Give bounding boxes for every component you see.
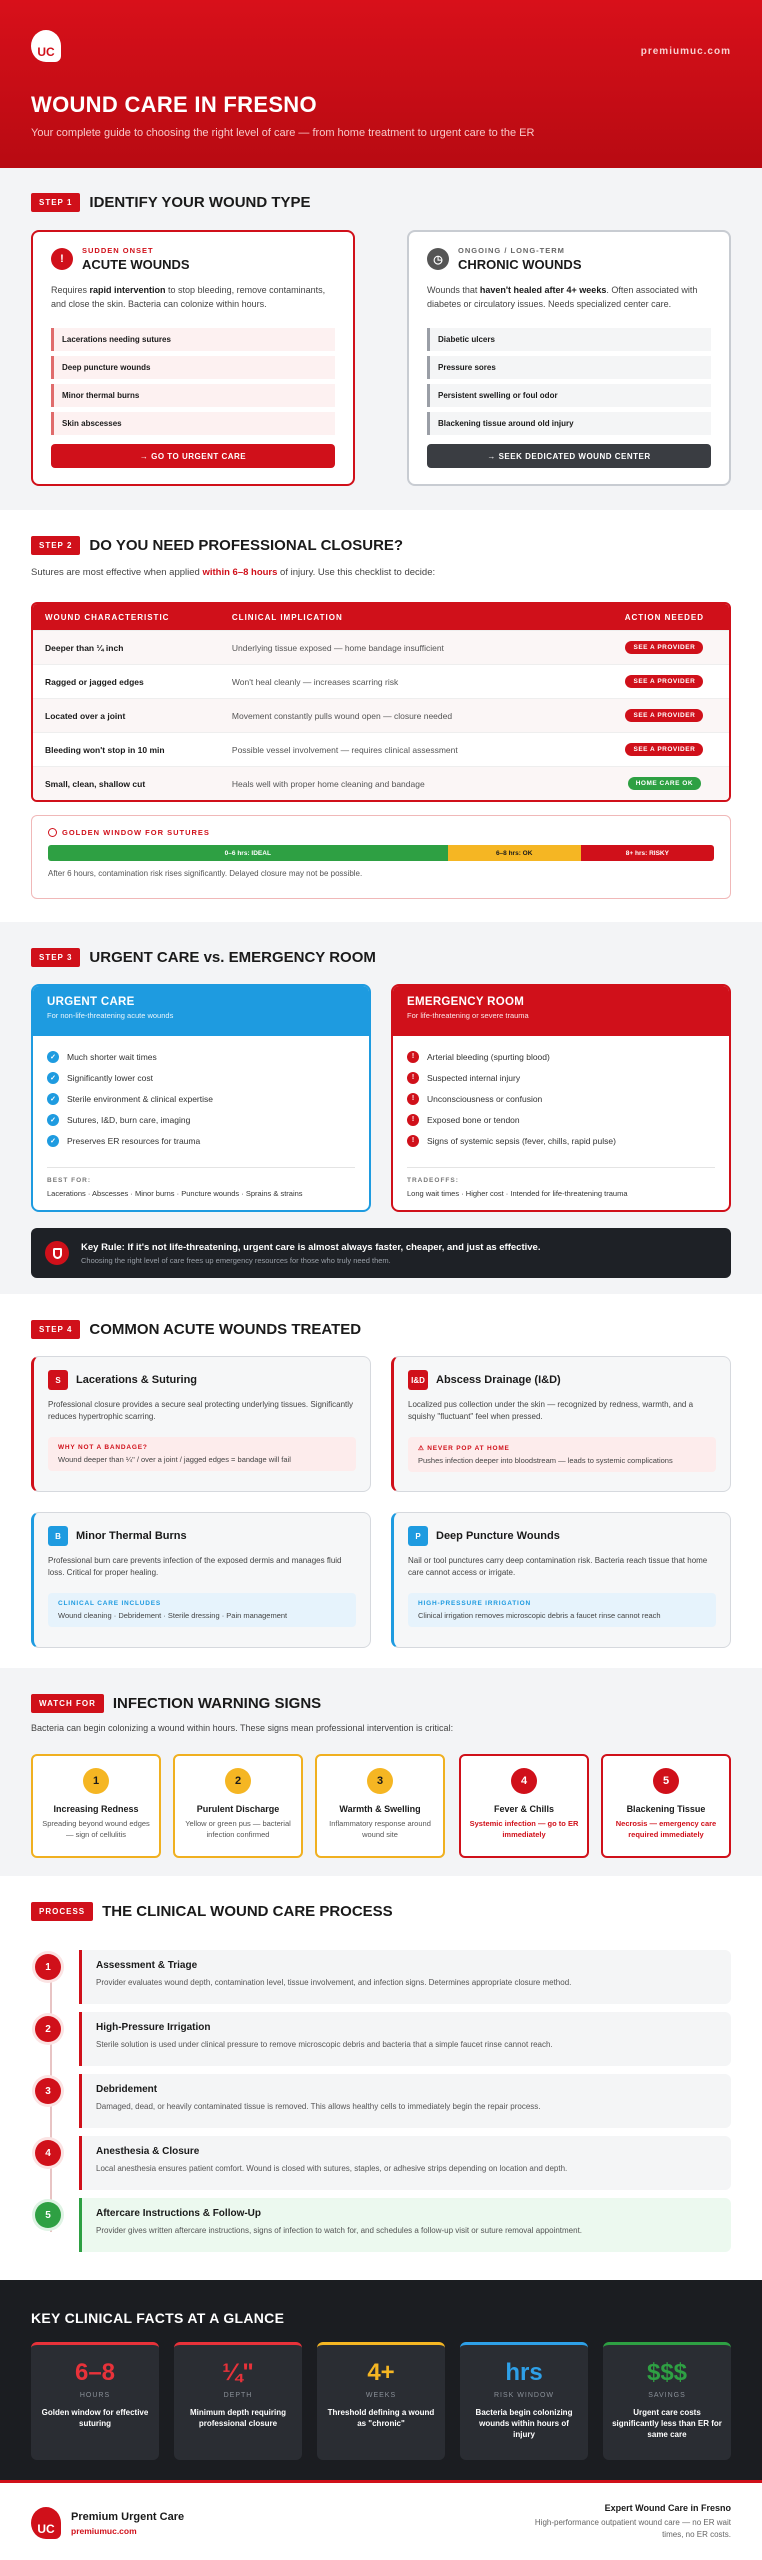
fact-value: 4+: [367, 2359, 395, 2386]
exclamation-icon: !: [407, 1114, 419, 1126]
list-item: ! Unconsciousness or confusion: [407, 1088, 715, 1109]
warning-signs-section: [0, 1668, 762, 1876]
burns-card: [31, 1512, 371, 1648]
table-header: [33, 604, 729, 630]
step4-section: [0, 1294, 762, 1668]
list-item: ! Arterial bleeding (spurting blood): [407, 1046, 715, 1067]
list-item: ✓ Sutures, I&D, burn care, imaging: [47, 1109, 355, 1130]
step-description: Provider gives written aftercare instructions, signs of infection to watch for, and schedules a follow-up visit or suture removal appointment.: [96, 2226, 583, 2235]
step-number: 2: [35, 2016, 61, 2042]
fact-unit: WEEKS: [365, 2392, 397, 2399]
golden-window-segment: 8+ hrs: RISKY: [581, 845, 714, 861]
list-item: Lacerations needing sutures: [51, 328, 335, 351]
card-title: Lacerations & Suturing: [76, 1374, 198, 1386]
process-badge: PROCESS: [31, 1902, 93, 1921]
check-icon: ✓: [47, 1072, 59, 1084]
callout-text: Clinical irrigation removes microscopic debris a faucet rinse cannot reach: [418, 1611, 661, 1620]
column-header: WOUND CHARACTERISTIC: [45, 612, 170, 622]
list-item: ! Suspected internal injury: [407, 1067, 715, 1088]
brand-logo[interactable]: UC: [31, 30, 61, 62]
footer-site-link[interactable]: premiumuc.com: [71, 2525, 137, 2536]
key-facts-title: KEY CLINICAL FACTS AT A GLANCE: [31, 2310, 285, 2326]
drainage-icon: I&D: [408, 1370, 428, 1390]
callout-label: WHY NOT A BANDAGE?: [58, 1444, 148, 1451]
check-icon: ✓: [47, 1135, 59, 1147]
page-subtitle: Your complete guide to choosing the right level of care — from home treatment to urgent care to the ER: [31, 127, 535, 139]
tradeoffs-label: TRADEOFFS:: [407, 1177, 459, 1184]
process-step: [31, 2136, 731, 2192]
process-step: [31, 2012, 731, 2068]
fact-description: Bacteria begin colonizing wounds within hours of injury: [475, 2408, 573, 2440]
fact-unit: DEPTH: [223, 2392, 253, 2399]
process-section: [0, 1876, 762, 2280]
warning-sign-card: [31, 1754, 161, 1858]
sign-description: Inflammatory response around wound site: [329, 1819, 431, 1839]
hero-header: [0, 0, 762, 168]
chronic-kicker: ONGOING / LONG-TERM: [458, 246, 565, 255]
table-row: Deeper than ¼ inch Underlying tissue exposed — home bandage insufficient SEE A PROVIDER: [33, 630, 729, 664]
callout-label: HIGH-PRESSURE IRRIGATION: [418, 1600, 531, 1607]
golden-window-panel: [31, 815, 731, 899]
step2-subtitle: Sutures are most effective when applied within 6–8 hours of injury. Use this checklist to decide:: [31, 567, 436, 578]
card-description: Localized pus collection under the skin — recognized by redness, warmth, and a squishy "fluctuant" feel when pressed.: [408, 1400, 694, 1421]
card-description: Professional burn care prevents infection of the exposed dermis and manages fluid loss. Critical for proper healing.: [48, 1556, 342, 1577]
golden-window-segment: 6–8 hrs: OK: [448, 845, 581, 861]
process-step: [31, 2198, 731, 2254]
exclamation-icon: !: [407, 1051, 419, 1063]
fact-description: Minimum depth requiring professional closure: [190, 2408, 286, 2429]
clock-icon: [48, 828, 57, 837]
check-icon: ✓: [47, 1051, 59, 1063]
puncture-card: [391, 1512, 731, 1648]
card-title: Minor Thermal Burns: [76, 1530, 187, 1542]
list-item: Deep puncture wounds: [51, 356, 335, 379]
golden-window-segment: 0–6 hrs: IDEAL: [48, 845, 448, 861]
step3-badge: STEP 3: [31, 948, 80, 967]
list-item: Minor thermal burns: [51, 384, 335, 407]
step1-section: [0, 168, 762, 510]
sign-number: 3: [367, 1768, 393, 1794]
step-description: Local anesthesia ensures patient comfort. Wound is closed with sutures, staples, or adhesive strips depending on location and depth.: [96, 2164, 568, 2173]
puncture-icon: P: [408, 1526, 428, 1546]
step-description: Sterile solution is used under clinical pressure to remove microscopic debris and bacteria that a simple faucet rinse cannot reach.: [96, 2040, 553, 2049]
emergency-room-title: EMERGENCY ROOM: [407, 996, 525, 1008]
sign-description: Yellow or green pus — bacterial infection confirmed: [185, 1819, 291, 1839]
list-item: ✓ Significantly lower cost: [47, 1067, 355, 1088]
callout-text: Wound cleaning · Debridement · Sterile dressing · Pain management: [58, 1611, 288, 1620]
emergency-room-subtitle: For life-threatening or severe trauma: [407, 1011, 529, 1020]
list-item: ✓ Sterile environment & clinical expertise: [47, 1088, 355, 1109]
step2-title: DO YOU NEED PROFESSIONAL CLOSURE?: [89, 537, 404, 554]
step-number: 3: [35, 2078, 61, 2104]
table-row: Located over a joint Movement constantly pulls wound open — closure needed SEE A PROVIDER: [33, 698, 729, 732]
callout-label: CLINICAL CARE INCLUDES: [58, 1600, 162, 1607]
step-title: Assessment & Triage: [96, 1960, 198, 1971]
list-item: ✓ Much shorter wait times: [47, 1046, 355, 1067]
clock-icon: ◷: [427, 248, 449, 270]
sign-name: Increasing Redness: [53, 1804, 139, 1814]
action-badge: SEE A PROVIDER: [625, 675, 703, 688]
urgent-care-subtitle: For non-life-threatening acute wounds: [47, 1011, 174, 1020]
card-title: Abscess Drainage (I&D): [436, 1374, 561, 1386]
check-icon: ✓: [47, 1114, 59, 1126]
fact-description: Threshold defining a wound as "chronic": [327, 2408, 435, 2429]
list-item: ! Signs of systemic sepsis (fever, chills, rapid pulse): [407, 1130, 715, 1151]
golden-window-bar: [48, 845, 714, 861]
sign-number: 4: [511, 1768, 537, 1794]
list-item: Skin abscesses: [51, 412, 335, 435]
sign-description: Necrosis — emergency care required immediately: [615, 1819, 717, 1839]
step-description: Provider evaluates wound depth, contamination level, tissue involvement, and infection signs. Determines appropriate closure method.: [96, 1978, 572, 1987]
card-description: Nail or tool punctures carry deep contamination risk. Bacteria reach tissue that home care cannot access or irrigate.: [408, 1556, 708, 1577]
step-number: 4: [35, 2140, 61, 2166]
chronic-wounds-card: [407, 230, 731, 486]
warning-sign-card: [315, 1754, 445, 1858]
fact-value: $$$: [646, 2359, 688, 2386]
table-row: Bleeding won't stop in 10 min Possible vessel involvement — requires clinical assessment SEE A PROVIDER: [33, 732, 729, 766]
check-icon: ✓: [47, 1093, 59, 1105]
key-facts-section: [0, 2280, 762, 2480]
burn-icon: B: [48, 1526, 68, 1546]
step-title: High-Pressure Irrigation: [96, 2022, 211, 2033]
abscess-card: [391, 1356, 731, 1492]
exclamation-icon: !: [407, 1072, 419, 1084]
fact-card: [460, 2342, 588, 2460]
process-step: [31, 1950, 731, 2006]
exclamation-icon: !: [407, 1093, 419, 1105]
step-description: Damaged, dead, or heavily contaminated tissue is removed. This allows healthy cells to immediately begin the repair process.: [96, 2102, 541, 2111]
golden-window-note: After 6 hours, contamination risk rises significantly. Delayed closure may not be possible.: [48, 869, 363, 878]
table-row: Ragged or jagged edges Won't heal cleanly — increases scarring risk SEE A PROVIDER: [33, 664, 729, 698]
list-item: Persistent swelling or foul odor: [427, 384, 711, 407]
acute-title: ACUTE WOUNDS: [82, 257, 190, 272]
step-title: Aftercare Instructions & Follow-Up: [96, 2208, 262, 2219]
sign-description: Systemic infection — go to ER immediately: [469, 1819, 579, 1839]
step4-title: COMMON ACUTE WOUNDS TREATED: [89, 1321, 362, 1338]
fact-value: ¼": [222, 2359, 254, 2386]
step1-title: IDENTIFY YOUR WOUND TYPE: [89, 194, 311, 211]
step-title: Debridement: [96, 2084, 158, 2095]
column-header: CLINICAL IMPLICATION: [231, 612, 343, 622]
column-header: ACTION NEEDED: [624, 612, 704, 622]
footer-logo[interactable]: UC: [31, 2507, 61, 2539]
fact-unit: HOURS: [79, 2392, 111, 2399]
footer-brand-name: Premium Urgent Care: [71, 2510, 185, 2523]
action-badge: HOME CARE OK: [628, 777, 701, 790]
site-url[interactable]: premiumuc.com: [640, 46, 731, 57]
step-number: 5: [35, 2202, 61, 2228]
warning-subtitle: Bacteria can begin colonizing a wound within hours. These signs mean professional intervention is critical:: [31, 1723, 454, 1733]
action-badge: SEE A PROVIDER: [625, 709, 703, 722]
step2-badge: STEP 2: [31, 536, 80, 555]
key-rule-subtitle: Choosing the right level of care frees up emergency resources for those who truly need them.: [81, 1255, 391, 1265]
seek-wound-center-button[interactable]: → SEEK DEDICATED WOUND CENTER: [427, 444, 711, 468]
page-title: WOUND CARE IN FRESNO: [31, 92, 317, 117]
exclamation-icon: !: [407, 1135, 419, 1147]
footer-tagline: High-performance outpatient wound care — no ER wait times, no ER costs.: [534, 2518, 731, 2539]
card-description: Professional closure provides a secure seal protecting underlying tissues. Significantly reduces hypertrophic scarring.: [48, 1400, 354, 1421]
warning-sign-card: [601, 1754, 731, 1858]
step3-title: URGENT CARE vs. EMERGENCY ROOM: [89, 949, 376, 966]
footer: [0, 2480, 762, 2560]
callout-text: Pushes infection deeper into bloodstream — leads to systemic complications: [418, 1456, 673, 1465]
fact-card: [174, 2342, 302, 2460]
fact-unit: SAVINGS: [648, 2392, 686, 2399]
step4-badge: STEP 4: [31, 1320, 80, 1339]
sign-description: Spreading beyond wound edges — sign of cellulitis: [42, 1819, 150, 1839]
lacerations-card: [31, 1356, 371, 1492]
watch-for-badge: WATCH FOR: [31, 1694, 104, 1713]
sign-number: 2: [225, 1768, 251, 1794]
step3-section: [0, 922, 762, 1294]
table-row: Small, clean, shallow cut Heals well with proper home cleaning and bandage HOME CARE OK: [33, 766, 729, 800]
fact-description: Golden window for effective suturing: [41, 2408, 149, 2429]
sign-number: 1: [83, 1768, 109, 1794]
go-to-urgent-care-button[interactable]: → GO TO URGENT CARE: [51, 444, 335, 468]
process-step: [31, 2074, 731, 2130]
acute-description: Requires rapid intervention to stop bleeding, remove contaminants, and close the skin. Bacteria can colonize within hours.: [51, 285, 326, 309]
sign-number: 5: [653, 1768, 679, 1794]
fact-unit: RISK WINDOW: [494, 2392, 554, 2399]
fact-value: 6–8: [74, 2359, 116, 2386]
sign-name: Purulent Discharge: [196, 1804, 280, 1814]
card-title: Deep Puncture Wounds: [436, 1530, 560, 1542]
list-item: Pressure sores: [427, 356, 711, 379]
sign-name: Blackening Tissue: [626, 1804, 706, 1814]
chronic-description: Wounds that haven't healed after 4+ weeks. Often associated with diabetes or circulatory issues. Needs specialized center care.: [427, 285, 698, 309]
fact-card: [603, 2342, 731, 2460]
suture-icon: S: [48, 1370, 68, 1390]
warning-sign-card: [459, 1754, 589, 1858]
urgent-care-card: [31, 984, 371, 1212]
acute-wounds-card: [31, 230, 355, 486]
golden-window-title: GOLDEN WINDOW FOR SUTURES: [62, 828, 210, 837]
process-title: THE CLINICAL WOUND CARE PROCESS: [102, 1903, 393, 1920]
footer-tagline-title: Expert Wound Care in Fresno: [604, 2503, 731, 2513]
key-rule-banner: [31, 1228, 731, 1278]
list-item: ! Exposed bone or tendon: [407, 1109, 715, 1130]
list-item: Blackening tissue around old injury: [427, 412, 711, 435]
urgent-care-title: URGENT CARE: [47, 996, 135, 1008]
step2-section: [0, 510, 762, 922]
fact-card: [317, 2342, 445, 2460]
list-item: Diabetic ulcers: [427, 328, 711, 351]
shield-icon: [45, 1241, 69, 1265]
closure-checklist-table: [31, 602, 731, 802]
warning-sign-card: [173, 1754, 303, 1858]
fact-value: hrs: [505, 2359, 543, 2386]
action-badge: SEE A PROVIDER: [625, 641, 703, 654]
emergency-room-card: [391, 984, 731, 1212]
chronic-title: CHRONIC WOUNDS: [458, 257, 582, 272]
alert-icon: !: [51, 248, 73, 270]
acute-kicker: SUDDEN ONSET: [82, 246, 154, 255]
fact-card: [31, 2342, 159, 2460]
step-title: Anesthesia & Closure: [96, 2146, 200, 2157]
fact-description: Urgent care costs significantly less than ER for same care: [612, 2408, 722, 2440]
key-rule-title: Key Rule: If it's not life-threatening, urgent care is almost always faster, cheaper, and just as effective.: [81, 1241, 541, 1253]
action-badge: SEE A PROVIDER: [625, 743, 703, 756]
tradeoffs-value: Long wait times · Higher cost · Intended for life-threatening trauma: [407, 1189, 628, 1198]
warning-title: INFECTION WARNING SIGNS: [112, 1695, 322, 1712]
callout-text: Wound deeper than ¼" / over a joint / jagged edges = bandage will fail: [58, 1455, 291, 1464]
list-item: ✓ Preserves ER resources for trauma: [47, 1130, 355, 1151]
step1-badge: STEP 1: [31, 193, 80, 212]
best-for-value: Lacerations · Abscesses · Minor burns · Puncture wounds · Sprains & strains: [47, 1189, 303, 1198]
sign-name: Fever & Chills: [493, 1804, 555, 1814]
callout-label: ⚠ NEVER POP AT HOME: [418, 1445, 510, 1452]
best-for-label: BEST FOR:: [47, 1177, 92, 1184]
sign-name: Warmth & Swelling: [339, 1804, 421, 1814]
step-number: 1: [35, 1954, 61, 1980]
